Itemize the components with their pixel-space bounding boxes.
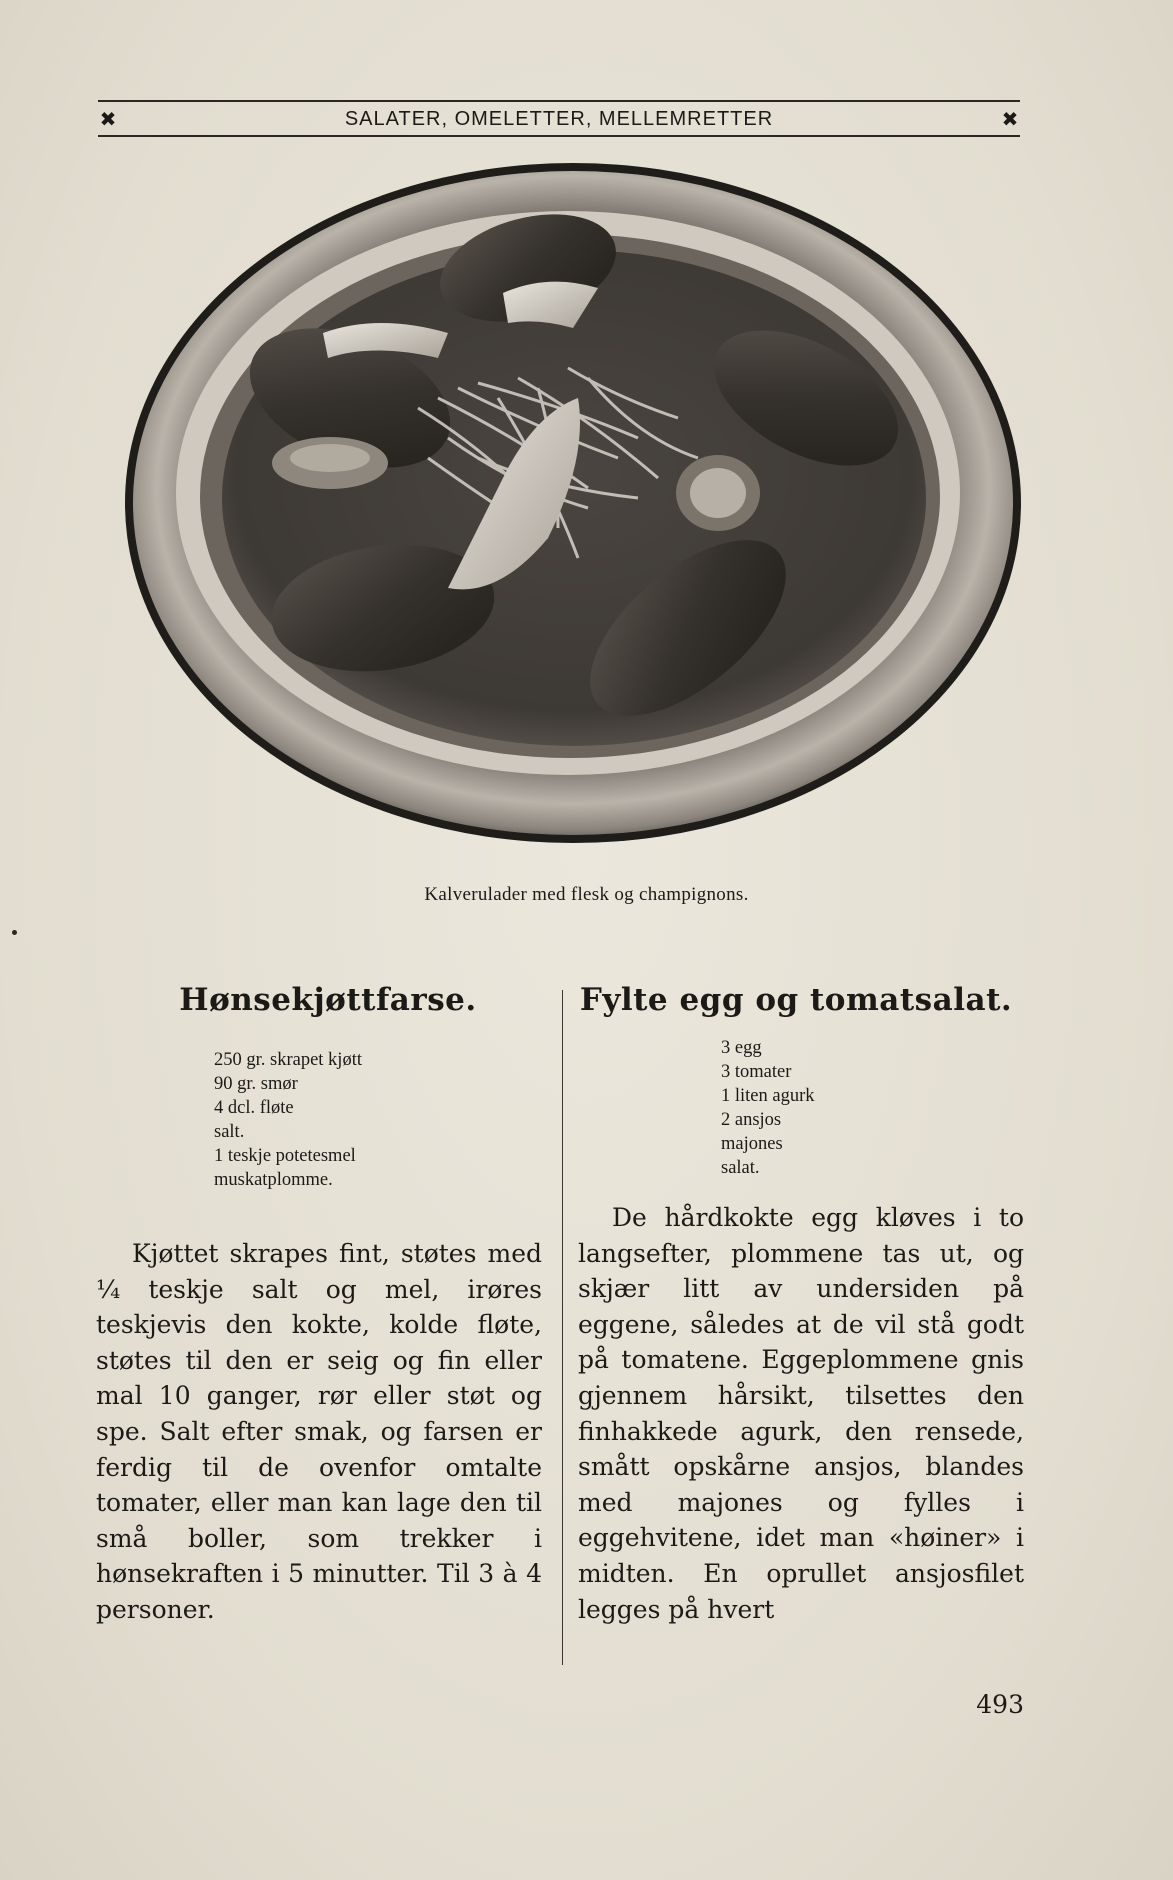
page-number: 493 <box>976 1690 1024 1719</box>
running-header <box>98 104 1020 134</box>
ingredient-item: muskatplomme. <box>214 1170 333 1190</box>
ingredient-item: 2 ansjos <box>721 1110 782 1130</box>
ingredient-item: 4 dcl. fløte <box>214 1098 294 1118</box>
ingredient-item: salt. <box>214 1122 245 1142</box>
ingredient-item: 3 tomater <box>721 1062 792 1082</box>
dish-photograph <box>118 158 1028 858</box>
ingredient-item: majones <box>721 1134 783 1154</box>
margin-speck <box>12 930 17 935</box>
ingredient-item: 1 liten agurk <box>721 1086 815 1106</box>
ingredient-list-right <box>721 1036 815 1180</box>
ingredient-item: 3 egg <box>721 1038 762 1058</box>
header-rule-bottom <box>98 135 1020 137</box>
column-divider <box>562 990 563 1665</box>
recipe-body-right <box>578 1200 1024 1627</box>
header-rule-top <box>98 100 1020 102</box>
recipe-body-left <box>96 1236 542 1628</box>
recipe-title-left: Hønsekjøttfarse. <box>179 982 477 1018</box>
ingredient-item: 90 gr. smør <box>214 1074 298 1094</box>
recipe-instructions-left: Kjøttet skrapes fint, støtes med ¼ teskje salt og mel, irøres teskjevis den kokte, kolde fløte, støtes til den er seig og fin eller mal 10 ganger, rør eller støt og spe. Salt efter smak, og farsen er ferdig til de ovenfor omtalte tomater, eller man kan lage den til små boller, som trekker i hønsekraften i 5 minutter. Til 3 à 4 personer. <box>96 1239 542 1624</box>
recipe-instructions-right: De hårdkokte egg kløves i to langsefter, plommene tas ut, og skjær litt av undersiden på eggene, således at de vil stå godt på tomatene. Eggeplommene gnis gjennem hårsikt, tilsettes den finhakkede agurk, den rensede, smått opskårne ansjos, blandes med majones og fylles i eggehvitene, idet man «høiner» i midten. En oprullet ansjosfilet legges på hvert <box>578 1203 1024 1624</box>
header-ornament-left: ✖ <box>99 107 117 131</box>
photo-caption: Kalverulader med flesk og champignons. <box>424 884 749 905</box>
recipe-title-right: Fylte egg og tomatsalat. <box>579 982 1013 1018</box>
ingredient-list-left <box>214 1048 362 1192</box>
ingredient-item: 250 gr. skrapet kjøtt <box>214 1050 362 1070</box>
running-header-title: SALATER, OMELETTER, MELLEMRETTER <box>344 107 774 130</box>
header-ornament-right: ✖ <box>1001 107 1019 131</box>
ingredient-item: salat. <box>721 1158 760 1178</box>
ingredient-item: 1 teskje potetesmel <box>214 1146 356 1166</box>
